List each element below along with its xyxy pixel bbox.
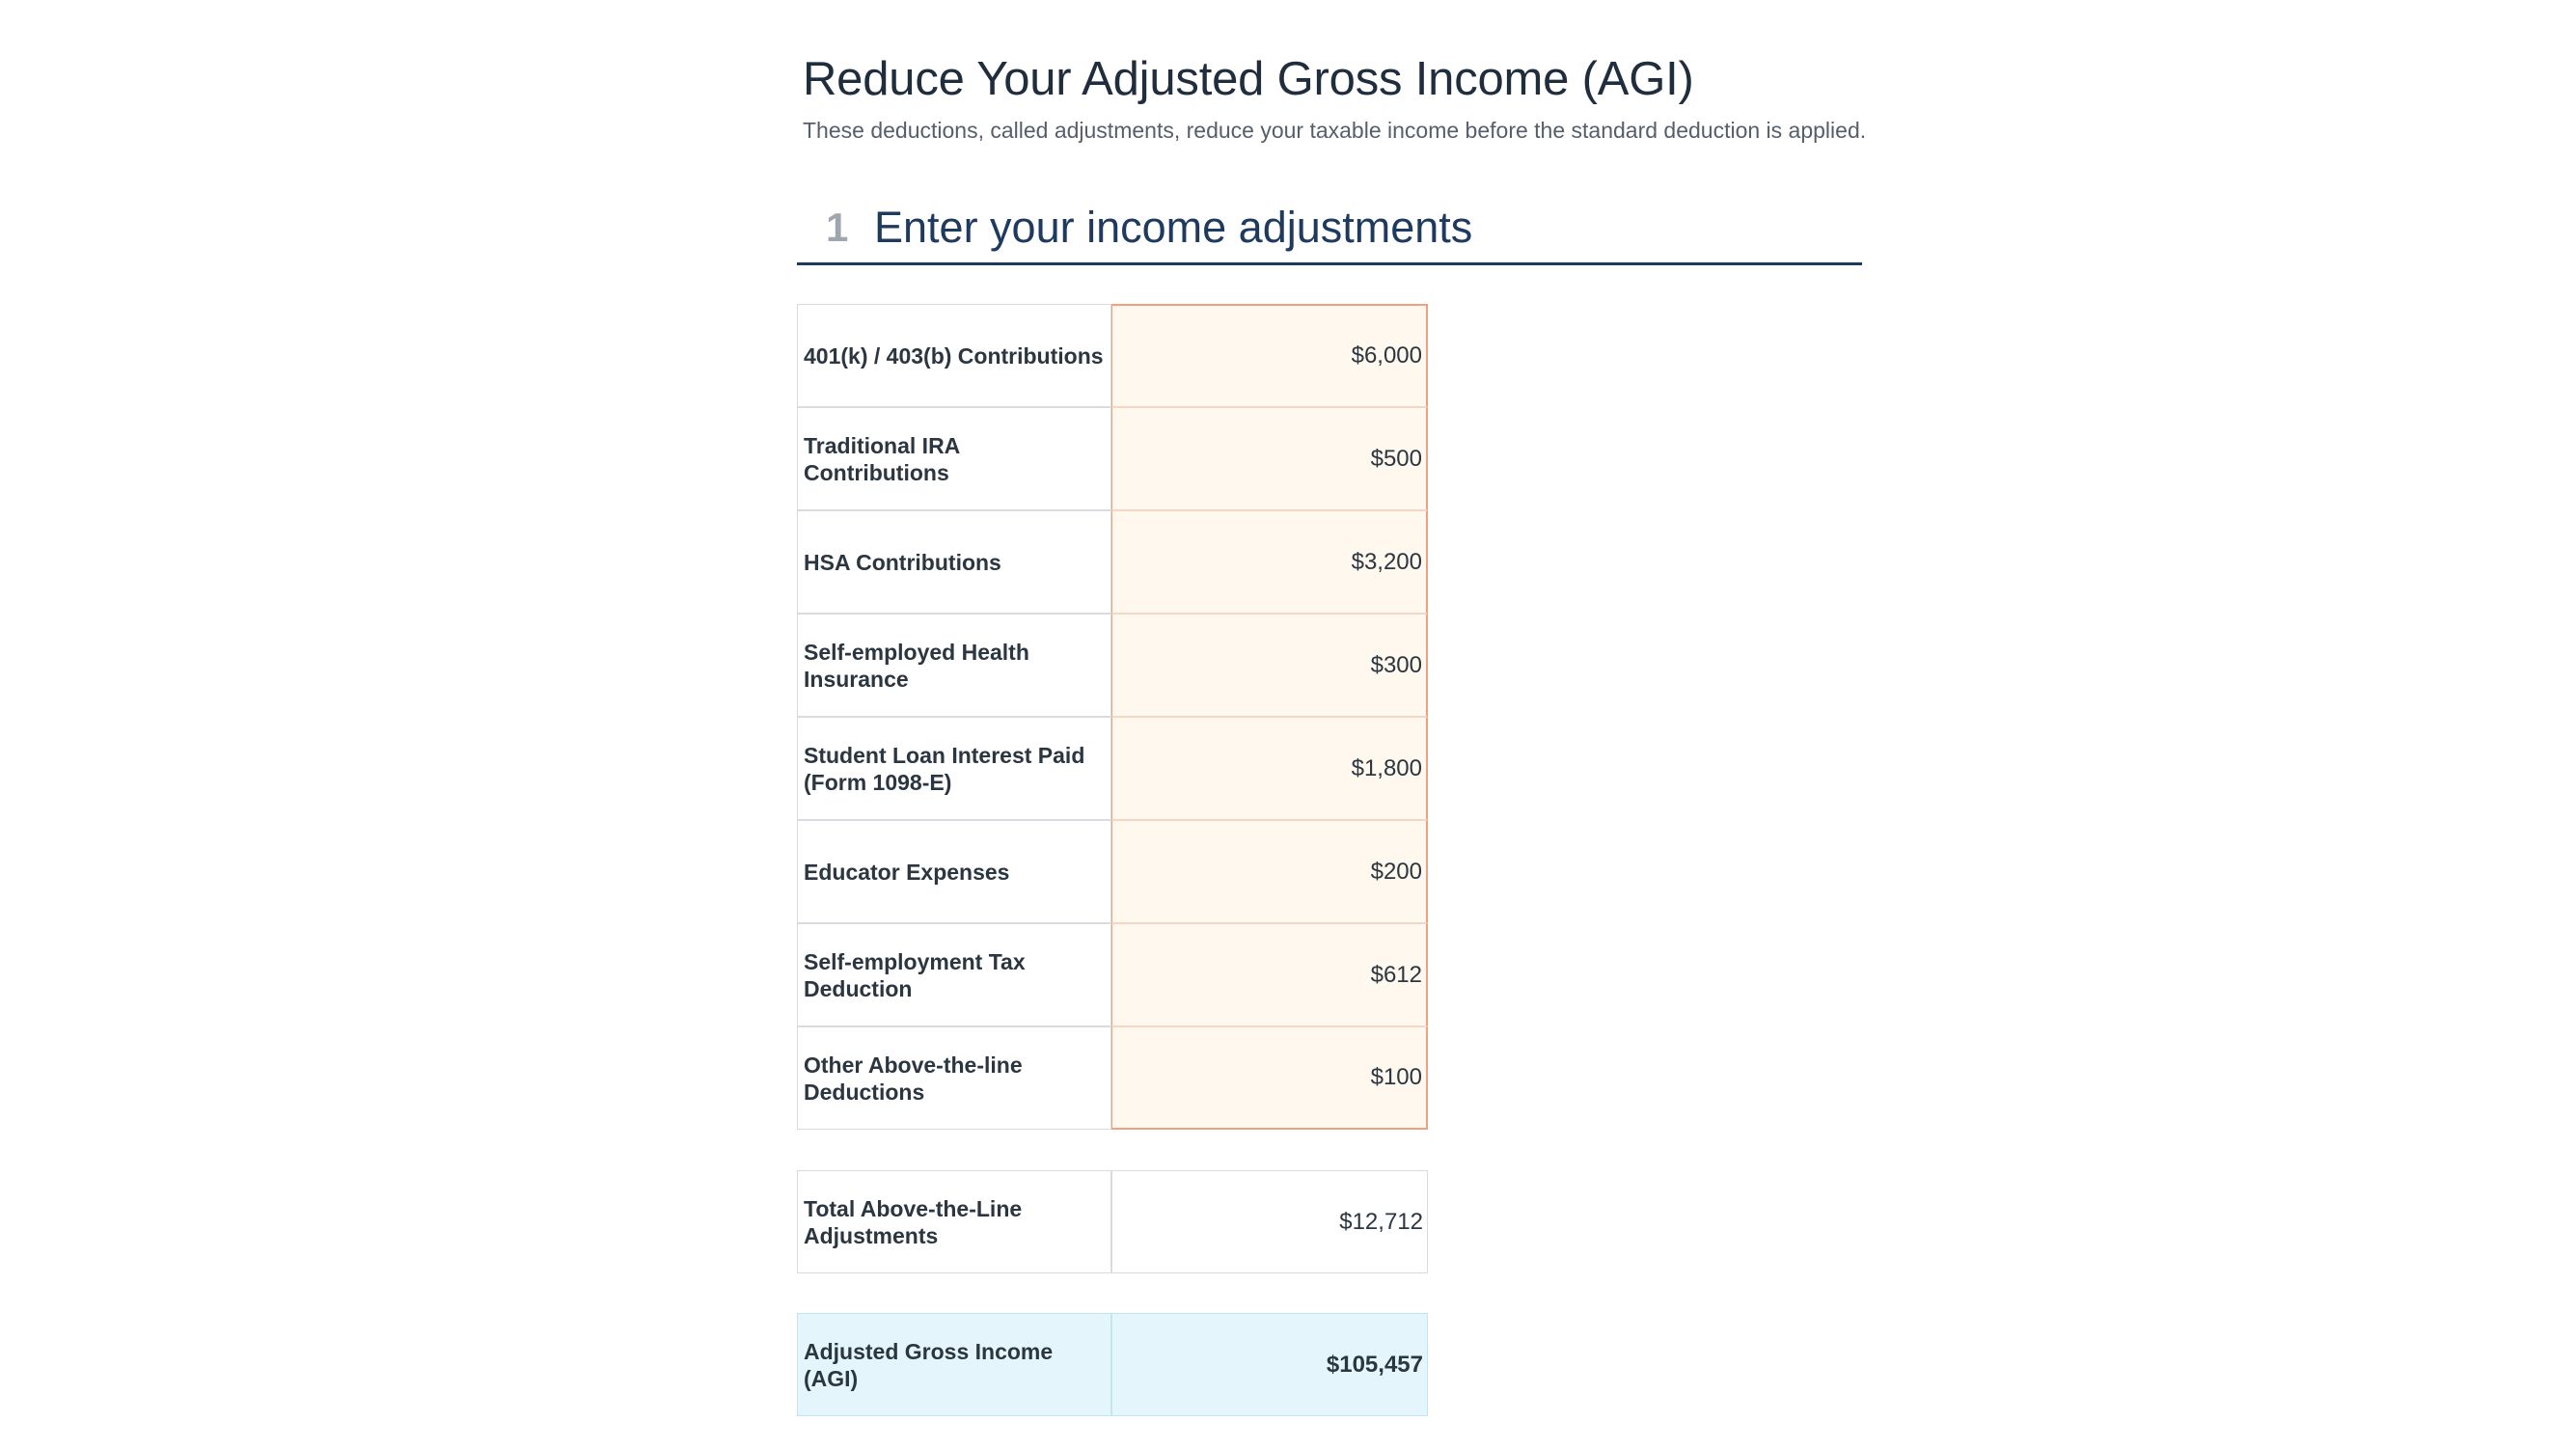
total-label: Total Above-the-Line Adjustments bbox=[797, 1170, 1111, 1273]
adjustment-label: Student Loan Interest Paid (Form 1098-E) bbox=[797, 717, 1111, 820]
table-row bbox=[797, 304, 1428, 407]
table-row bbox=[797, 923, 1428, 1026]
total-adjustments-table bbox=[797, 1170, 1428, 1273]
total-value: $12,712 bbox=[1111, 1170, 1428, 1273]
page-title: Reduce Your Adjusted Gross Income (AGI) bbox=[803, 53, 1694, 105]
agi-label: Adjusted Gross Income (AGI) bbox=[797, 1313, 1111, 1416]
adjustment-label: Self-employed Health Insurance bbox=[797, 614, 1111, 717]
hsa-input[interactable]: $3,200 bbox=[1111, 510, 1428, 614]
adjustment-label: Educator Expenses bbox=[797, 820, 1111, 923]
page-subtitle: These deductions, called adjustments, reduce your taxable income before the standard deduction is applied. bbox=[803, 118, 1867, 143]
step-number: 1 bbox=[826, 205, 849, 250]
adjustment-label: HSA Contributions bbox=[797, 510, 1111, 614]
traditional-ira-input[interactable]: $500 bbox=[1111, 407, 1428, 510]
self-employment-tax-input[interactable]: $612 bbox=[1111, 923, 1428, 1026]
adjustments-table bbox=[797, 304, 1428, 1130]
table-row bbox=[797, 510, 1428, 614]
agi-value: $105,457 bbox=[1111, 1313, 1428, 1416]
table-row bbox=[797, 820, 1428, 923]
adjustment-label: Other Above-the-line Deductions bbox=[797, 1026, 1111, 1130]
adjustment-label: Traditional IRA Contributions bbox=[797, 407, 1111, 510]
other-deductions-input[interactable]: $100 bbox=[1111, 1026, 1428, 1130]
student-loan-interest-input[interactable]: $1,800 bbox=[1111, 717, 1428, 820]
self-employed-health-input[interactable]: $300 bbox=[1111, 614, 1428, 717]
table-row bbox=[797, 614, 1428, 717]
401k-403b-input[interactable]: $6,000 bbox=[1111, 304, 1428, 407]
agi-result-table bbox=[797, 1313, 1428, 1416]
total-row bbox=[797, 1170, 1428, 1273]
agi-row bbox=[797, 1313, 1428, 1416]
table-row bbox=[797, 717, 1428, 820]
adjustment-label: Self-employment Tax Deduction bbox=[797, 923, 1111, 1026]
table-row bbox=[797, 407, 1428, 510]
section-title: Enter your income adjustments bbox=[874, 203, 1473, 252]
adjustment-label: 401(k) / 403(b) Contributions bbox=[797, 304, 1111, 407]
section-header bbox=[797, 199, 1862, 265]
educator-expenses-input[interactable]: $200 bbox=[1111, 820, 1428, 923]
table-row bbox=[797, 1026, 1428, 1130]
